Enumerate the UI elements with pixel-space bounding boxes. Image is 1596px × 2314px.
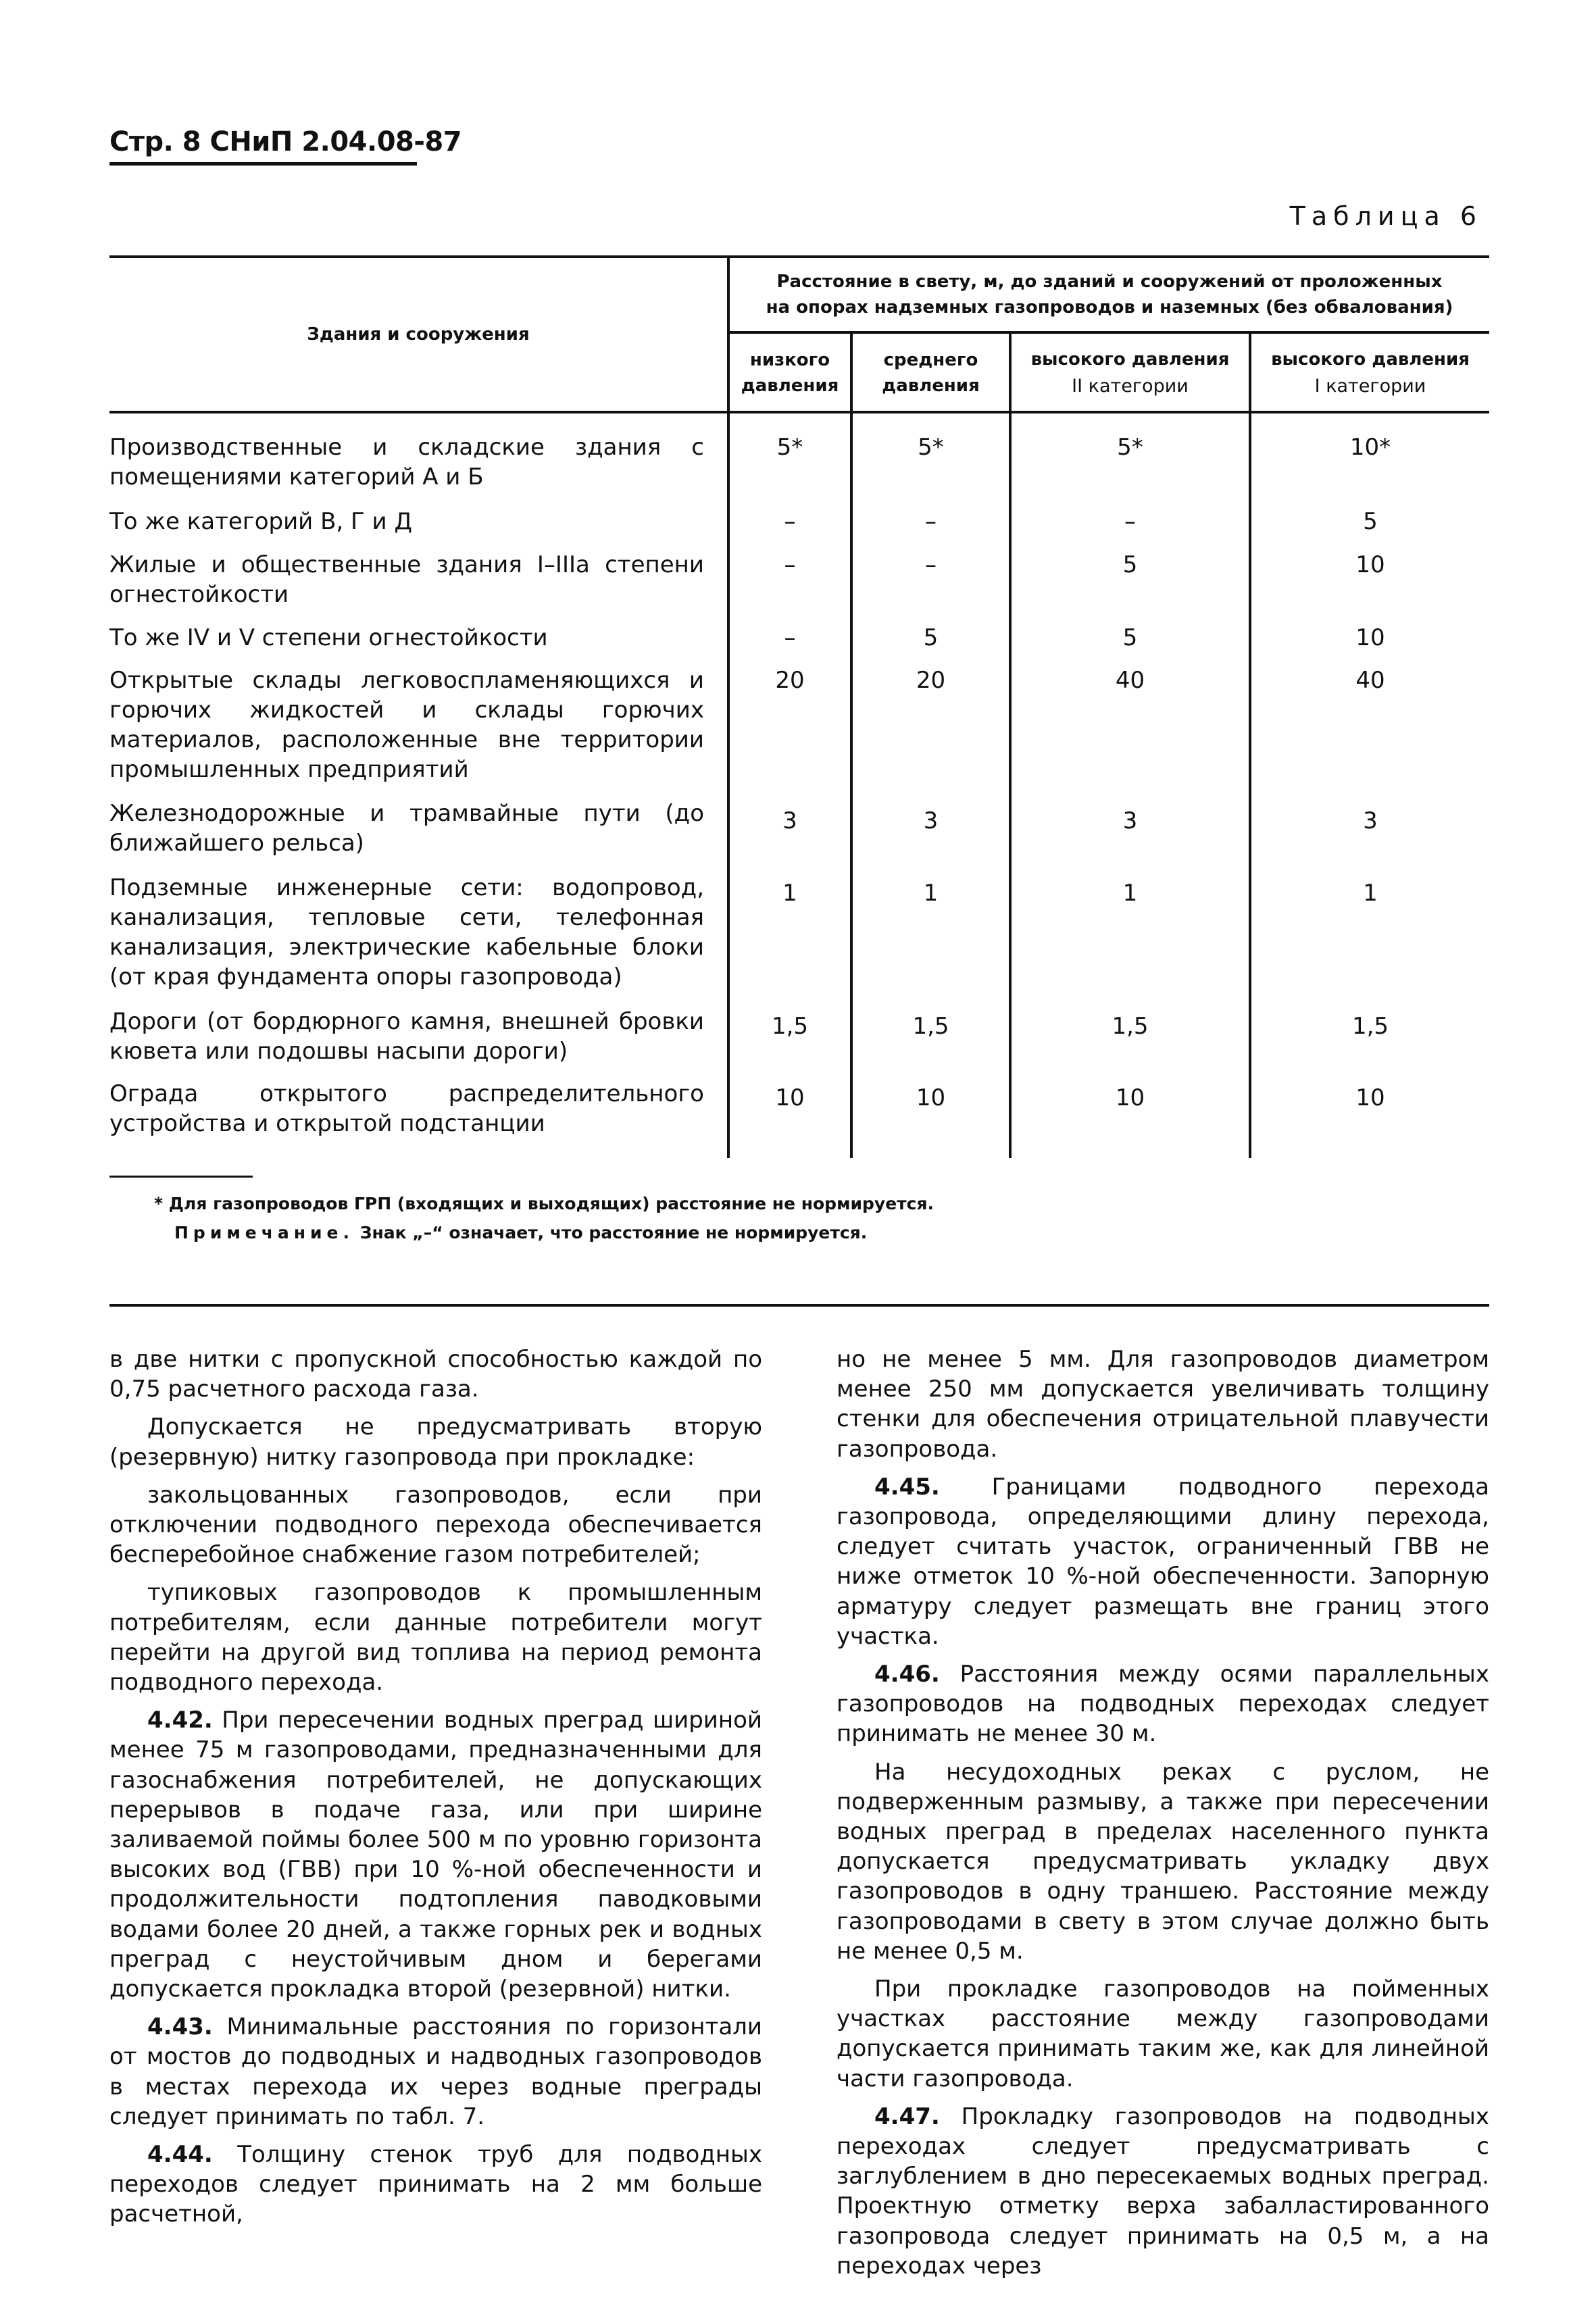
table-head-group-line2: на опорах надземных газопроводов и наземных (без обвалования) <box>766 297 1453 318</box>
table-head-group-line1: Расстояние в свету, м, до зданий и сооружений от проложенных <box>776 272 1443 292</box>
cell-low: 1,5 <box>771 1013 809 1040</box>
cell-high-2: 1 <box>1122 880 1138 907</box>
table-head-col-low: низкого давления <box>741 350 839 396</box>
table-head-first-col: Здания и сооружения <box>307 324 530 345</box>
cell-low: 20 <box>775 667 805 694</box>
cell-low: – <box>784 551 796 578</box>
section-separator <box>109 1304 1489 1307</box>
row-label: То же категорий В, Г и Д <box>109 508 413 535</box>
cell-medium: 10 <box>916 1084 946 1111</box>
cell-low: 5* <box>776 434 803 461</box>
cell-high-2: 1,5 <box>1112 1013 1149 1040</box>
paragraph: 4.43. Минимальные расстояния по горизонтали от мостов до подводных и надводных газопроводов в местах перехода их через водные преграды следует принимать по табл. 7. <box>109 2013 762 2130</box>
cell-medium: 5 <box>923 624 939 651</box>
paragraph: На несудоходных реках с руслом, не подверженным размыву, а также при пересечении водных преград в пределах населенного пункта допускается предусматривать укладку двух газопроводов в одну траншею. Расстояние между газопроводами в свету в этом случае должно быть не менее 0,5 м. <box>837 1758 1489 1965</box>
row-label: Открытые склады легковоспламеняющихся и горючих жидкостей и склады горючих материалов, расположенные вне территории промышленных предприятий <box>109 667 704 783</box>
cell-high-2: 5 <box>1122 551 1138 578</box>
cell-medium: 20 <box>916 667 946 694</box>
table-head-col-high-2: высокого давления II категории <box>1030 349 1230 397</box>
cell-low: 10 <box>775 1084 805 1111</box>
row-label: Жилые и общественные здания I–IIIа степени огнестойкости <box>109 551 704 608</box>
paragraph: тупиковых газопроводов к промышленным потребителям, если данные потребители могут перейти на другой вид топлива на период ремонта подводного перехода. <box>109 1579 762 1696</box>
body-right-column <box>837 1344 1489 2289</box>
paragraph: 4.42. При пересечении водных преград шириной менее 75 м газопроводами, предназначенными для газоснабжения потребителей, не допускающих перерывов в подаче газа, или при ширине заливаемой поймы более 500 м по уровню горизонта высоких вод (ГВВ) при 10 %-ной обеспеченности и продолжительности подтопления паводковыми водами более 20 дней, а также горных рек и водных преград с неустойчивым дном и берегами допускается прокладка второй (резервной) нитки. <box>109 1707 762 2003</box>
cell-high-1: 5 <box>1363 508 1378 535</box>
paragraph: 4.47. Прокладку газопроводов на подводных переходах следует предусматривать с заглублением в дно пересекаемых водных преград. Проектную отметку верха забалластированного газопровода следует принимать на 0,5 м, а на переходах через <box>837 2103 1489 2280</box>
cell-high-1: 3 <box>1363 807 1378 834</box>
cell-high-1: 1 <box>1363 880 1378 907</box>
cell-low: – <box>784 624 796 651</box>
paragraph: закольцованных газопроводов, если при отключении подводного перехода обеспечивается бесперебойное снабжение газом потребителей; <box>109 1481 762 1569</box>
footnote-rule <box>109 1176 253 1178</box>
body-left-column <box>109 1344 762 2238</box>
row-label: Подземные инженерные сети: водопровод, канализация, тепловые сети, телефонная канализация, электрические кабельные блоки (от края фундамента опоры газопровода) <box>109 874 704 990</box>
table-head-col-high-1: высокого давления I категории <box>1271 349 1470 397</box>
page-header: Стр. 8 СНиП 2.04.08-87 <box>109 126 462 157</box>
cell-high-1: 10 <box>1355 624 1385 651</box>
table-head-mid-rule <box>730 331 1489 334</box>
cell-medium: 1 <box>923 880 939 907</box>
page-header-rule <box>109 162 417 166</box>
cell-high-1: 40 <box>1355 667 1385 694</box>
cell-medium: – <box>925 551 937 578</box>
paragraph: 4.46. Расстояния между осями параллельных газопроводов на подводных переходах следует принимать не менее 30 м. <box>837 1661 1489 1748</box>
paragraph: При прокладке газопроводов на пойменных участках расстояние между газопроводами допускается принимать таким же, как для линейной части газопровода. <box>837 1976 1489 2092</box>
cell-low: 1 <box>782 880 797 907</box>
row-label: Дороги (от бордюрного камня, внешней бровки кювета или подошвы насыпи дороги) <box>109 1008 704 1065</box>
cell-high-2: – <box>1124 508 1136 535</box>
table-head-col-medium: среднего давления <box>882 350 980 396</box>
cell-high-1: 10* <box>1349 434 1391 461</box>
cell-high-2: 10 <box>1115 1084 1145 1111</box>
table-caption: Таблица 6 <box>1289 201 1482 231</box>
cell-medium: 5* <box>918 434 944 461</box>
row-label: То же IV и V степени огнестойкости <box>109 624 548 651</box>
cell-medium: – <box>925 508 937 535</box>
cell-low: 3 <box>782 807 797 834</box>
cell-high-2: 40 <box>1115 667 1145 694</box>
row-label: Железнодорожные и трамвайные пути (до ближайшего рельса) <box>109 800 704 857</box>
cell-high-1: 10 <box>1355 551 1385 578</box>
cell-low: – <box>784 508 796 535</box>
table-note <box>174 1223 867 1242</box>
cell-high-2: 3 <box>1122 807 1138 834</box>
paragraph: но не менее 5 мм. Для газопроводов диаметром менее 250 мм допускается увеличивать толщину стенки для обеспечения отрицательной плавучести газопровода. <box>837 1346 1489 1463</box>
cell-high-1: 10 <box>1355 1084 1385 1111</box>
row-label: Производственные и складские здания с помещениями категорий А и Б <box>109 434 704 491</box>
paragraph: в две нитки с пропускной способностью каждой по 0,75 расчетного расхода газа. <box>109 1346 762 1403</box>
paragraph: 4.45. Границами подводного перехода газопровода, определяющими длину перехода, следует считать участок, ограниченный ГВВ не ниже отметок 10 %-ной обеспеченности. Запорную арматуру следует размещать вне границ этого участка. <box>837 1473 1489 1650</box>
cell-medium: 1,5 <box>912 1013 949 1040</box>
cell-high-1: 1,5 <box>1351 1013 1389 1040</box>
paragraph: 4.44. Толщину стенок труб для подводных переходов следует принимать на 2 мм больше расчетной, <box>109 2141 762 2228</box>
cell-high-2: 5 <box>1122 624 1138 651</box>
table-footnote: * Для газопроводов ГРП (входящих и выходящих) расстояние не нормируется. <box>154 1194 934 1213</box>
cell-medium: 3 <box>923 807 939 834</box>
note-text: Знак „–“ означает, что расстояние не нормируется. <box>354 1223 868 1242</box>
row-label: Ограда открытого распределительного устройства и открытой подстанции <box>109 1080 704 1137</box>
note-label: Примечание. <box>174 1223 355 1242</box>
paragraph: Допускается не предусматривать вторую (резервную) нитку газопровода при прокладке: <box>109 1413 762 1471</box>
cell-high-2: 5* <box>1117 434 1143 461</box>
table-top-rule <box>109 255 1489 258</box>
table-head-bottom-rule <box>109 411 1489 413</box>
